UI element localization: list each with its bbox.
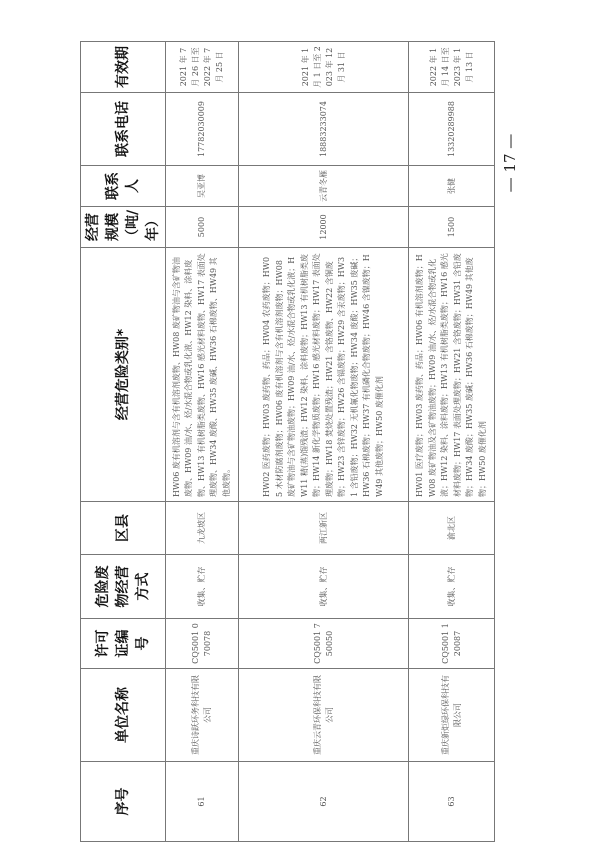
header-category: 经营危险类别* — [81, 248, 166, 502]
cell-phone: 17782030009 — [166, 93, 239, 166]
table-header-row — [81, 42, 166, 842]
cell-contact: 吴亚博 — [166, 166, 239, 207]
rotated-table-page — [80, 42, 519, 842]
cell-license: CQ5001 120087 — [409, 619, 495, 669]
cell-mode: 收集、贮存 — [166, 555, 239, 619]
table-row — [409, 42, 495, 842]
table-row — [166, 42, 239, 842]
cell-scale: 12000 — [239, 207, 409, 248]
cell-name: 重庆云青环保科技有限公司 — [239, 669, 409, 762]
header-license: 许可证编号 — [81, 619, 166, 669]
cell-validity: 2021 年 1 月 1 日至 2023 年 12 月 31 日 — [239, 42, 409, 93]
cell-scale: 1500 — [409, 207, 495, 248]
cell-seq: 63 — [409, 762, 495, 842]
header-mode: 危险废物经营方式 — [81, 555, 166, 619]
cell-name: 重庆诗跃环务科技有限公司 — [166, 669, 239, 762]
header-district: 区县 — [81, 502, 166, 555]
cell-contact: 张健 — [409, 166, 495, 207]
cell-category: HW02 医药废物；HW03 废药物、药品；HW04 农药废物；HW05 木材防腐剂废物；HW06 废有机溶剂与含有机溶剂废物；HW08 废矿物油与含矿物油废物；HW09 油/水、烃/水混合物或乳化液；HW11 精(蒸)馏残渣；HW12 染料、涂料废物；HW13 有机树脂类废物；HW14 新化学物质废物；HW16 感光材料废物；HW17 表面处理废物；HW18 焚烧处置残渣；HW21 含铬废物、HW22 含铜废物；HW23 含锌废物；HW26 含镉废物；HW29 含汞废物；HW31 含铅废物；HW32 无机氟化物废物；HW34 废酸；HW35 废碱；HW36 石棉废物；HW37 有机磷化合物废物；HW46 含镍废物；HW49 其他废物；HW50 废催化剂 — [239, 248, 409, 502]
header-seq: 序号 — [81, 762, 166, 842]
cell-license: CQ5001 070078 — [166, 619, 239, 669]
cell-mode: 收集、贮存 — [239, 555, 409, 619]
cell-seq: 62 — [239, 762, 409, 842]
cell-category: HW01 医疗废物；HW03 废药物、药品；HW06 有机溶剂废物；HW08 废矿物油及含矿物油废物；HW09 油/水、烃/水混合物或乳化液；HW12 染料、涂料废物；HW13 有机树脂类废物；HW16 感光材料废物；HW17 表面处理废物；HW21 含铬废物；HW31 含铅废物；HW34 废酸；HW35 废碱；HW36 石棉废物；HW49 其他废物；HW50 废催化剂 — [409, 248, 495, 502]
cell-license: CQ5001 750050 — [239, 619, 409, 669]
header-phone: 联系电话 — [81, 93, 166, 166]
header-name: 单位名称 — [81, 669, 166, 762]
header-validity: 有效期 — [81, 42, 166, 93]
cell-district: 两江新区 — [239, 502, 409, 555]
table-row — [239, 42, 409, 842]
cell-contact: 云青冬雁 — [239, 166, 409, 207]
cell-phone: 13320289988 — [409, 93, 495, 166]
header-contact: 联系人 — [81, 166, 166, 207]
header-scale: 经营规模（吨/年） — [81, 207, 166, 248]
cell-name: 重庆新炬绿环保科技有限公司 — [409, 669, 495, 762]
cell-scale: 5000 — [166, 207, 239, 248]
cell-district: 渝北区 — [409, 502, 495, 555]
cell-category: HW06 废有机溶剂与含有机溶剂废物、HW08 废矿物油与含矿物油废物、HW09 油/水、烃/水混合物或乳化液、HW12 染料、涂料废物、HW13 有机树脂类废物、HW16 感光材料废物、HW17 表面处理废物、HW34 废酸、HW35 废碱、HW36 石棉废物、HW49 其他废物。 — [166, 248, 239, 502]
cell-seq: 61 — [166, 762, 239, 842]
cell-mode: 收集、贮存 — [409, 555, 495, 619]
cell-district: 九龙坡区 — [166, 502, 239, 555]
cell-phone: 18883233074 — [239, 93, 409, 166]
cell-validity: 2021 年 7 月 26 日至 2022 年 7 月 25 日 — [166, 42, 239, 93]
hazardous-waste-license-table — [80, 41, 495, 842]
page-number: — 17 — — [501, 133, 519, 193]
cell-validity: 2022 年 1 月 14 日至 2023 年 1 月 13 日 — [409, 42, 495, 93]
